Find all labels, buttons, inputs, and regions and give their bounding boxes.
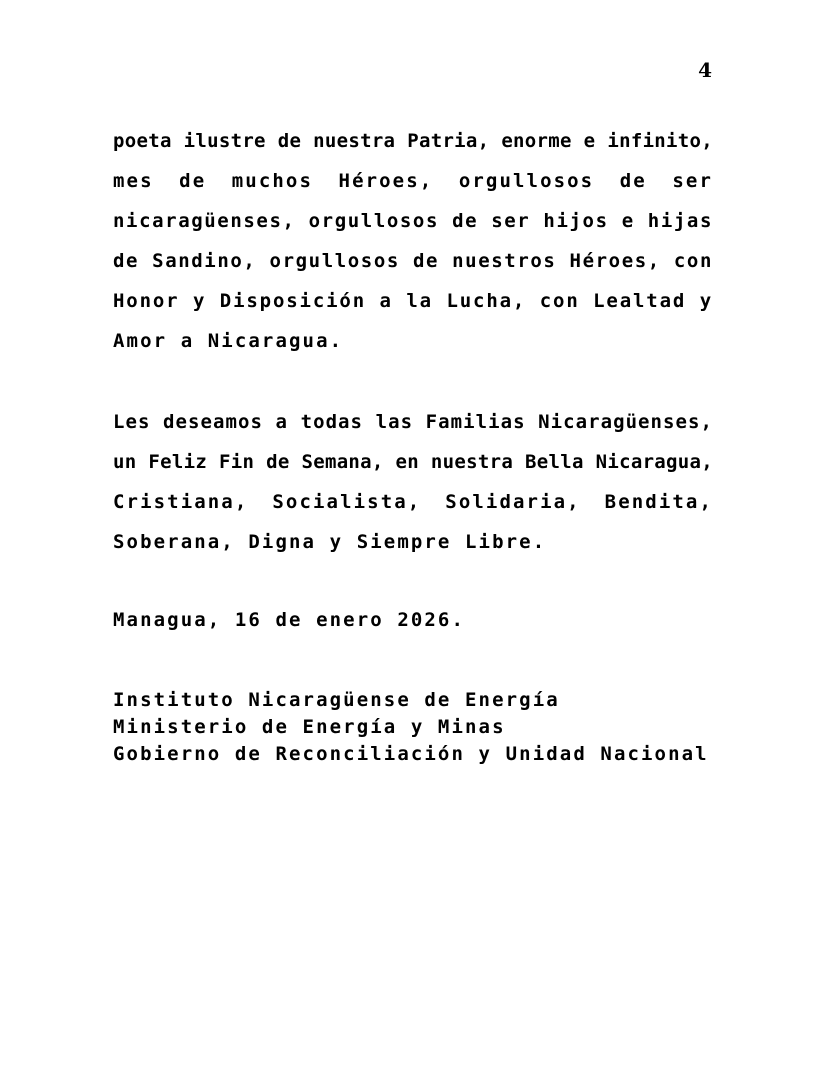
body-line: Cristiana, Socialista, Solidaria, Bendita, [113, 491, 713, 513]
body-line: Amor a Nicaragua. [113, 330, 344, 352]
paragraph [113, 121, 713, 361]
paragraph [113, 402, 713, 562]
body-line: un Feliz Fin de Semana, en nuestra Bella Nicaragua, [113, 451, 713, 473]
date-line: Managua, 16 de enero 2026. [113, 609, 466, 631]
body-line: Soberana, Digna y Siempre Libre. [113, 531, 547, 553]
body-line: Les deseamos a todas las Familias Nicaragüenses, [113, 411, 713, 433]
body-line: nicaragüenses, orgullosos de ser hijos e hijas [113, 210, 713, 232]
signature-line: Gobierno de Reconciliación y Unidad Nacional [113, 743, 709, 765]
signature-line: Instituto Nicaragüense de Energía [113, 689, 560, 711]
signature-line: Ministerio de Energía y Minas [113, 716, 506, 738]
document-body [113, 0, 713, 768]
body-line: poeta ilustre de nuestra Patria, enorme e infinito, [113, 130, 713, 152]
page-number: 4 [698, 58, 712, 82]
body-line: Honor y Disposición a la Lucha, con Lealtad y [113, 290, 713, 312]
signature-block [113, 687, 713, 768]
body-line: de Sandino, orgullosos de nuestros Héroes, con [113, 250, 713, 272]
body-line: mes de muchos Héroes, orgullosos de ser [113, 170, 713, 192]
